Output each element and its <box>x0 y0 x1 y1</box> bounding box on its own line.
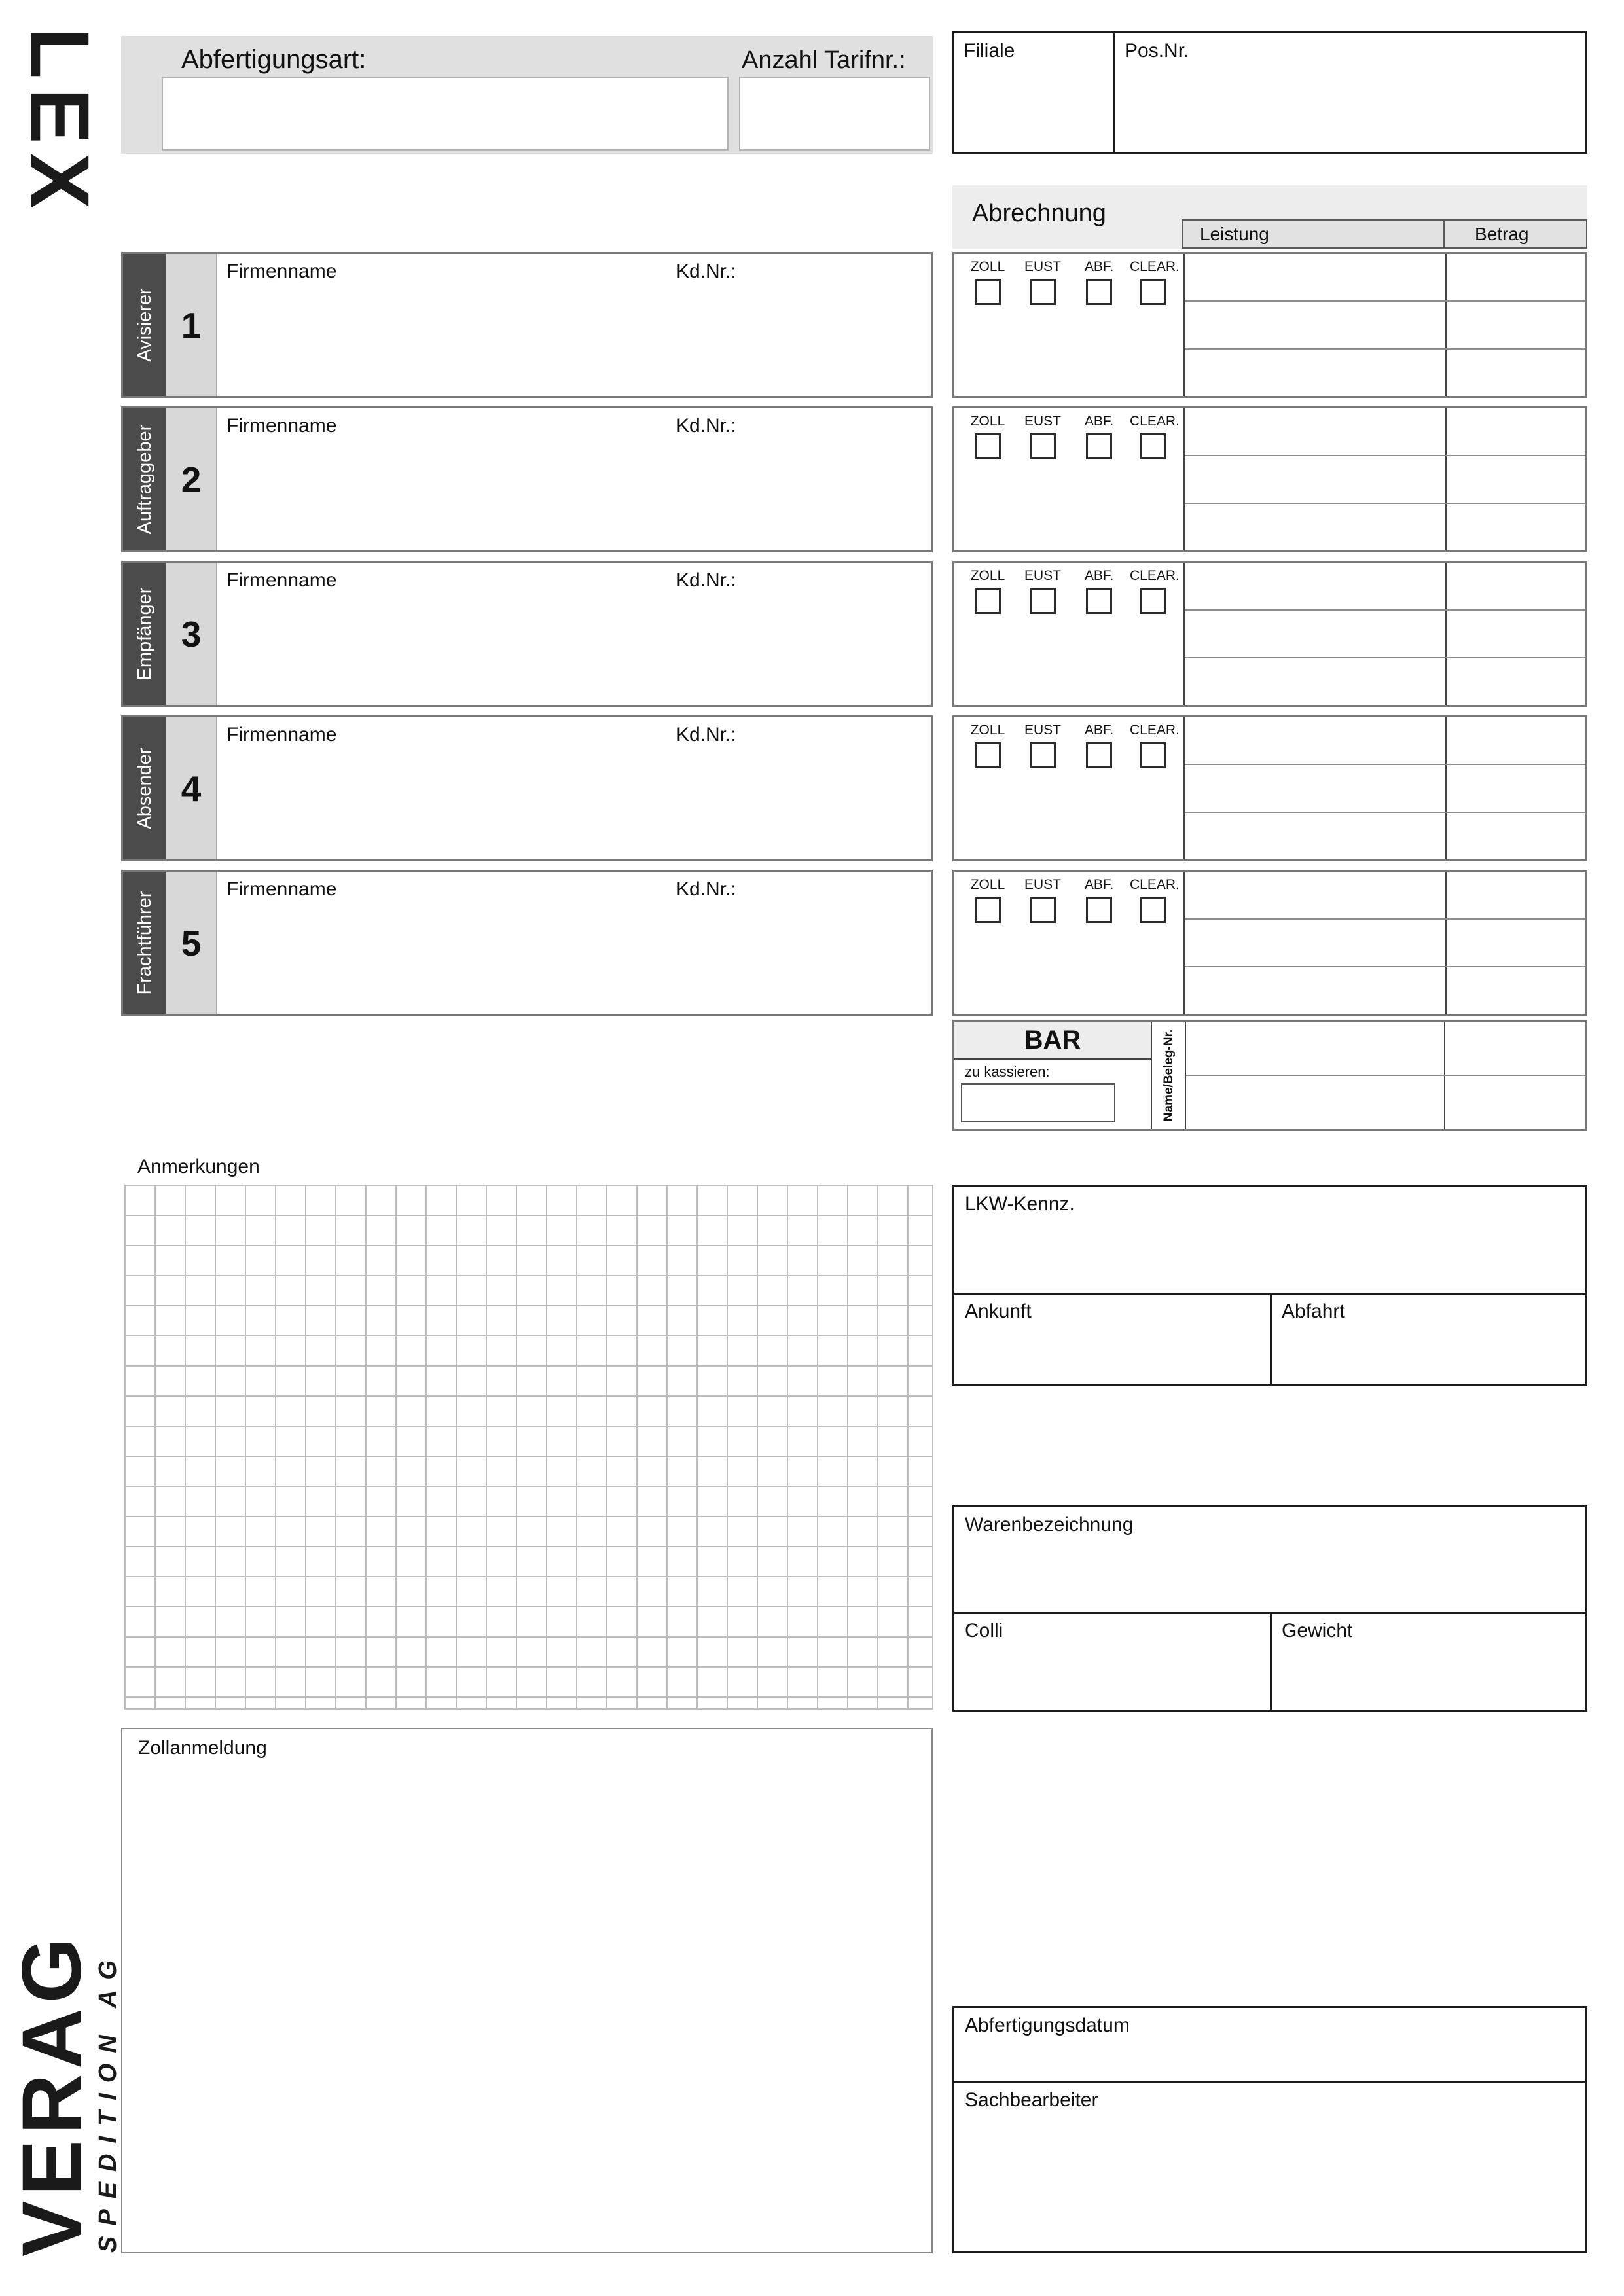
table-row <box>1185 350 1585 396</box>
zollanmeldung-box <box>121 1728 933 2253</box>
abf-checkbox[interactable] <box>1086 588 1112 614</box>
eust-checkbox[interactable] <box>1030 897 1056 923</box>
abf-label: ABF. <box>1084 568 1114 583</box>
firmenname-label: Firmenname <box>226 415 337 437</box>
zoll-label: ZOLL <box>970 568 1005 583</box>
zu-kassieren-input[interactable] <box>961 1083 1115 1122</box>
betrag-cell[interactable] <box>1447 813 1585 859</box>
eust-label: EUST <box>1024 259 1061 274</box>
gewicht-label: Gewicht <box>1282 1620 1353 1641</box>
betrag-cell[interactable] <box>1447 350 1585 396</box>
table-row <box>1185 920 1585 967</box>
table-row <box>1185 504 1585 550</box>
betrag-cell[interactable] <box>1447 302 1585 348</box>
colli-input[interactable] <box>954 1646 1270 1710</box>
clear-label: CLEAR. <box>1130 877 1180 892</box>
betrag-cell[interactable] <box>1447 765 1585 812</box>
anmerkungen-grid[interactable] <box>124 1185 933 1710</box>
party-role-label: Auftraggeber <box>134 424 155 535</box>
abfahrt-label: Abfahrt <box>1282 1300 1345 1322</box>
leistung-cell[interactable] <box>1185 408 1447 455</box>
leistung-cell[interactable] <box>1185 504 1447 550</box>
bar-zone <box>954 1022 1152 1129</box>
table-row <box>1185 254 1585 302</box>
abrechnung-block-5 <box>952 870 1587 1016</box>
clear-label: CLEAR. <box>1130 259 1180 274</box>
abfertigungsart-label: Abfertigungsart: <box>181 45 367 74</box>
bar-title: BAR <box>954 1022 1151 1060</box>
warenbezeichnung-box <box>952 1505 1587 1712</box>
table-row <box>1185 658 1585 705</box>
leistung-cell[interactable] <box>1185 254 1447 300</box>
firmenname-label: Firmenname <box>226 878 337 900</box>
zoll-checkbox[interactable] <box>975 279 1001 305</box>
eust-checkbox[interactable] <box>1030 433 1056 459</box>
ankunft-input[interactable] <box>954 1327 1270 1384</box>
kdnr-label: Kd.Nr.: <box>676 415 736 437</box>
lkw-box <box>952 1185 1587 1386</box>
zollanmeldung-label: Zollanmeldung <box>138 1737 267 1759</box>
table-row <box>1185 872 1585 920</box>
sachbearbeiter-label: Sachbearbeiter <box>965 2089 1098 2111</box>
abf-checkbox[interactable] <box>1086 433 1112 459</box>
leistung-cell[interactable] <box>1185 302 1447 348</box>
abfertigung-header-band <box>121 36 933 154</box>
zoll-label: ZOLL <box>970 259 1005 274</box>
gewicht-input[interactable] <box>1272 1646 1585 1710</box>
zoll-checkbox[interactable] <box>975 742 1001 768</box>
table-row <box>1185 967 1585 1014</box>
abf-checkbox[interactable] <box>1086 742 1112 768</box>
posnr-input[interactable] <box>1115 66 1585 152</box>
betrag-cell[interactable] <box>1447 920 1585 966</box>
anmerkungen-label: Anmerkungen <box>137 1156 260 1177</box>
betrag-cell[interactable] <box>1447 254 1585 300</box>
clear-checkbox[interactable] <box>1140 588 1166 614</box>
filiale-label: Filiale <box>964 40 1015 62</box>
eust-label: EUST <box>1024 568 1061 583</box>
leistung-cell[interactable] <box>1185 658 1447 705</box>
party-role-strip <box>123 408 166 550</box>
party-role-label: Frachtführer <box>134 891 155 995</box>
party-role-label: Absender <box>134 747 155 829</box>
abfertigungsdatum-input[interactable] <box>954 2041 1585 2081</box>
abfertigungsart-input[interactable] <box>162 77 729 151</box>
kdnr-label: Kd.Nr.: <box>676 878 736 900</box>
betrag-cell[interactable] <box>1447 563 1585 609</box>
abrechnung-table <box>1183 408 1585 550</box>
betrag-cell[interactable] <box>1447 717 1585 764</box>
table-row <box>1185 813 1585 859</box>
lex-logo: LEX <box>12 27 107 218</box>
firmenname-label: Firmenname <box>226 569 337 591</box>
leistung-cell[interactable] <box>1185 872 1447 918</box>
abrechnung-table <box>1183 717 1585 859</box>
table-row <box>1186 1076 1585 1129</box>
party-number: 3 <box>166 563 217 705</box>
abfahrt-input[interactable] <box>1272 1327 1585 1384</box>
leistung-cell[interactable] <box>1185 611 1447 657</box>
leistung-cell[interactable] <box>1185 563 1447 609</box>
party-number: 5 <box>166 872 217 1014</box>
sachbearbeiter-input[interactable] <box>954 2117 1585 2251</box>
leistung-cell[interactable] <box>1185 813 1447 859</box>
abrechnung-block-3 <box>952 561 1587 707</box>
table-row <box>1185 717 1585 765</box>
eust-label: EUST <box>1024 723 1061 738</box>
name-beleg-cell[interactable] <box>1186 1076 1445 1129</box>
betrag-cell[interactable] <box>1447 408 1585 455</box>
clear-label: CLEAR. <box>1130 568 1180 583</box>
table-row <box>1185 611 1585 658</box>
betrag-column-header: Betrag <box>1443 219 1587 249</box>
zu-kassieren-label: zu kassieren: <box>965 1064 1050 1080</box>
zoll-label: ZOLL <box>970 877 1005 892</box>
warenbezeichnung-input[interactable] <box>954 1540 1585 1612</box>
abf-label: ABF. <box>1084 877 1114 892</box>
abf-label: ABF. <box>1084 723 1114 738</box>
party-block-absender <box>121 715 933 861</box>
verag-subtitle: SPEDITION AG <box>94 1950 122 2253</box>
zoll-checkbox[interactable] <box>975 588 1001 614</box>
eust-label: EUST <box>1024 877 1061 892</box>
bar-rows <box>1186 1022 1585 1129</box>
filiale-input[interactable] <box>954 66 1113 152</box>
party-role-label: Empfänger <box>134 587 155 681</box>
leistung-cell[interactable] <box>1185 765 1447 812</box>
zoll-checkbox[interactable] <box>975 433 1001 459</box>
betrag-cell[interactable] <box>1447 967 1585 1014</box>
eust-label: EUST <box>1024 414 1061 429</box>
filiale-posnr-box <box>952 31 1587 154</box>
abrechnung-header <box>952 185 1587 249</box>
leistung-column-header: Leistung <box>1182 219 1445 249</box>
eust-checkbox[interactable] <box>1030 279 1056 305</box>
table-row <box>1185 563 1585 611</box>
name-beleg-label: Name/Beleg-Nr. <box>1162 1029 1176 1122</box>
table-row <box>1185 302 1585 350</box>
table-row <box>1186 1022 1585 1076</box>
eust-checkbox[interactable] <box>1030 588 1056 614</box>
leistung-cell[interactable] <box>1185 920 1447 966</box>
betrag-cell[interactable] <box>1447 504 1585 550</box>
party-block-avisierer <box>121 252 933 398</box>
anzahl-tarifnr-input[interactable] <box>739 77 930 151</box>
abf-label: ABF. <box>1084 414 1114 429</box>
verag-wordmark: VERAG <box>5 1932 99 2257</box>
zollanmeldung-input[interactable] <box>122 1765 931 2252</box>
leistung-cell[interactable] <box>1185 350 1447 396</box>
firmenname-label: Firmenname <box>226 724 337 745</box>
betrag-cell[interactable] <box>1447 658 1585 705</box>
party-role-strip <box>123 717 166 859</box>
abfertigung-divider <box>954 2081 1585 2083</box>
party-role-strip <box>123 254 166 396</box>
abfertigungsdatum-label: Abfertigungsdatum <box>965 2015 1130 2036</box>
table-row <box>1185 408 1585 456</box>
abrechnung-table <box>1183 254 1585 396</box>
name-beleg-cell[interactable] <box>1186 1022 1445 1075</box>
table-row <box>1185 456 1585 504</box>
abrechnung-title: Abrechnung <box>972 200 1106 227</box>
party-role-label: Avisierer <box>134 288 155 362</box>
clear-checkbox[interactable] <box>1140 433 1166 459</box>
kdnr-label: Kd.Nr.: <box>676 569 736 591</box>
warenbezeichnung-label: Warenbezeichnung <box>965 1514 1134 1535</box>
ankunft-label: Ankunft <box>965 1300 1032 1322</box>
party-block-frachtfuehrer <box>121 870 933 1016</box>
abfertigung-box <box>952 2006 1587 2253</box>
abf-checkbox[interactable] <box>1086 897 1112 923</box>
clear-checkbox[interactable] <box>1140 897 1166 923</box>
lkw-kennz-label: LKW-Kennz. <box>965 1193 1075 1215</box>
party-block-empfaenger <box>121 561 933 707</box>
betrag-cell[interactable] <box>1447 872 1585 918</box>
eust-checkbox[interactable] <box>1030 742 1056 768</box>
abf-label: ABF. <box>1084 259 1114 274</box>
party-role-strip <box>123 872 166 1014</box>
clear-label: CLEAR. <box>1130 723 1180 738</box>
party-role-strip <box>123 563 166 705</box>
betrag-cell[interactable] <box>1447 611 1585 657</box>
abf-checkbox[interactable] <box>1086 279 1112 305</box>
betrag-cell[interactable] <box>1447 456 1585 503</box>
bar-section <box>952 1020 1587 1131</box>
party-number: 4 <box>166 717 217 859</box>
clear-checkbox[interactable] <box>1140 279 1166 305</box>
betrag-cell[interactable] <box>1445 1076 1585 1129</box>
kdnr-label: Kd.Nr.: <box>676 260 736 282</box>
table-row <box>1185 765 1585 813</box>
abrechnung-table <box>1183 872 1585 1014</box>
abrechnung-block-2 <box>952 406 1587 552</box>
name-beleg-strip <box>1152 1022 1186 1129</box>
kdnr-label: Kd.Nr.: <box>676 724 736 745</box>
colli-label: Colli <box>965 1620 1003 1641</box>
abrechnung-table <box>1183 563 1585 705</box>
clear-checkbox[interactable] <box>1140 742 1166 768</box>
zoll-label: ZOLL <box>970 723 1005 738</box>
leistung-cell[interactable] <box>1185 456 1447 503</box>
lkw-kennz-input[interactable] <box>954 1219 1585 1293</box>
betrag-cell[interactable] <box>1445 1022 1585 1075</box>
zoll-checkbox[interactable] <box>975 897 1001 923</box>
posnr-label: Pos.Nr. <box>1125 40 1189 62</box>
leistung-cell[interactable] <box>1185 967 1447 1014</box>
verag-logo <box>5 1700 122 2257</box>
leistung-cell[interactable] <box>1185 717 1447 764</box>
anzahl-tarifnr-label: Anzahl Tarifnr.: <box>742 46 906 74</box>
party-number: 1 <box>166 254 217 396</box>
abrechnung-block-1 <box>952 252 1587 398</box>
party-block-auftraggeber <box>121 406 933 552</box>
firmenname-label: Firmenname <box>226 260 337 282</box>
party-number: 2 <box>166 408 217 550</box>
zoll-label: ZOLL <box>970 414 1005 429</box>
abrechnung-block-4 <box>952 715 1587 861</box>
clear-label: CLEAR. <box>1130 414 1180 429</box>
